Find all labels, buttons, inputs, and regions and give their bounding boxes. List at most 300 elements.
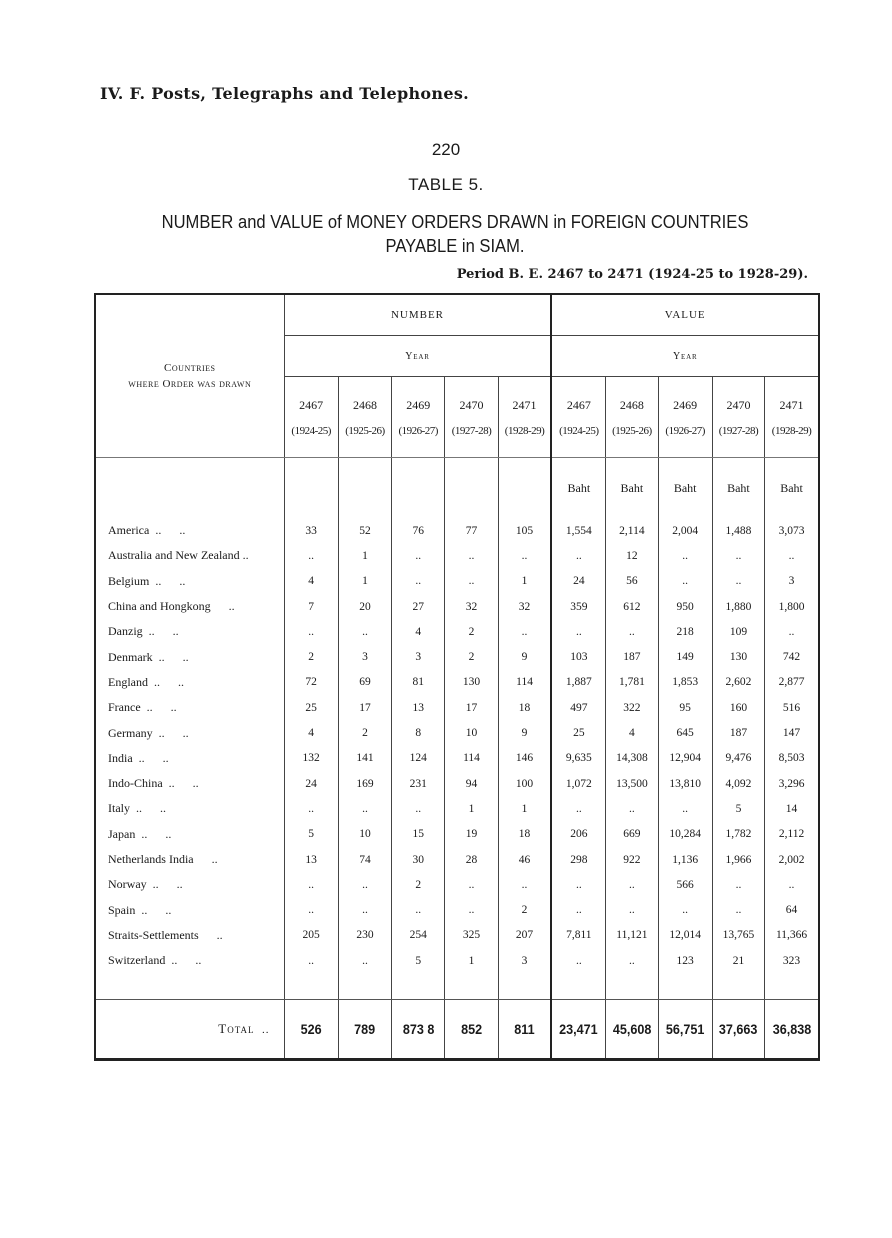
- value-cell: 21: [712, 948, 764, 973]
- spacer-cell: [551, 973, 605, 1000]
- year-ad: (1927-28): [718, 424, 759, 437]
- year-be: 2470: [459, 397, 484, 412]
- value-cell: ..: [765, 619, 819, 644]
- value-year-header: [712, 377, 764, 458]
- country-name: Australia and New Zealand: [108, 548, 240, 563]
- spacer-cell: [445, 973, 498, 1000]
- number-year-header: [498, 377, 551, 458]
- number-cell: 3: [498, 948, 551, 973]
- section-heading: IV. F. Posts, Telegraphs and Telephones.: [100, 84, 469, 103]
- value-cell: 187: [712, 720, 764, 745]
- number-cell: ..: [445, 897, 498, 922]
- period-line: Period B. E. 2467 to 2471 (1924-25 to 1928-29).: [456, 267, 808, 282]
- year-be: 2467: [566, 397, 591, 412]
- value-cell: 12,904: [658, 746, 712, 771]
- number-unit-cell: [392, 458, 445, 519]
- leader-dots: ..: [198, 927, 223, 942]
- number-cell: 100: [498, 771, 551, 796]
- number-cell: 94: [445, 771, 498, 796]
- number-year-header: [392, 377, 445, 458]
- number-cell: 69: [338, 670, 391, 695]
- number-cell: ..: [284, 543, 338, 568]
- value-cell: ..: [712, 543, 764, 568]
- year-be: 2468: [619, 397, 644, 412]
- number-cell: ..: [498, 872, 551, 897]
- total-label: Total: [218, 1021, 255, 1037]
- value-cell: ..: [551, 897, 605, 922]
- value-cell: 56: [606, 569, 658, 594]
- table-row: [95, 695, 819, 720]
- value-cell: ..: [712, 569, 764, 594]
- number-cell: 17: [445, 695, 498, 720]
- leader-dots: .. ..: [149, 523, 186, 538]
- value-group-header: VALUE: [551, 294, 819, 336]
- table-row: [95, 948, 819, 973]
- value-cell: ..: [606, 796, 658, 821]
- number-cell: 4: [392, 619, 445, 644]
- spacer-cell: [765, 973, 819, 1000]
- number-cell: 2: [284, 644, 338, 669]
- table-row: [95, 670, 819, 695]
- number-cell: 124: [392, 746, 445, 771]
- country-header-line-2: where Order was drawn: [128, 378, 252, 390]
- value-cell: 2,602: [712, 670, 764, 695]
- value-cell: 123: [658, 948, 712, 973]
- number-cell: 32: [498, 594, 551, 619]
- value-cell: 922: [606, 847, 658, 872]
- number-group-header: NUMBER: [284, 294, 551, 336]
- value-cell: 13,500: [606, 771, 658, 796]
- country-name: Japan: [108, 826, 136, 841]
- value-unit-label: Baht: [606, 458, 658, 519]
- spacer-cell: [95, 973, 284, 1000]
- value-unit-label: Baht: [712, 458, 764, 519]
- number-cell: 24: [284, 771, 338, 796]
- total-row: [95, 1000, 819, 1060]
- leader-dots: .. ..: [162, 776, 199, 791]
- year-be: 2469: [673, 397, 698, 412]
- number-cell: 1: [338, 543, 391, 568]
- value-cell: 25: [551, 720, 605, 745]
- value-unit-label: Baht: [658, 458, 712, 519]
- value-cell: 2,004: [658, 518, 712, 543]
- number-cell: 5: [392, 948, 445, 973]
- table-head: [95, 294, 819, 458]
- country-name: Indo-China: [108, 776, 163, 791]
- spacer-cell: [498, 973, 551, 1000]
- number-cell: 2: [498, 897, 551, 922]
- value-cell: ..: [551, 872, 605, 897]
- number-unit-cell: [445, 458, 498, 519]
- value-year-header: [551, 377, 605, 458]
- number-year-label: Year: [284, 336, 551, 377]
- leader-dots: .. ..: [152, 725, 189, 740]
- value-cell: 497: [551, 695, 605, 720]
- number-cell: 9: [498, 644, 551, 669]
- country-name: India: [108, 750, 133, 765]
- country-name: Norway: [108, 877, 147, 892]
- money-orders-table: [94, 293, 820, 1061]
- number-cell: ..: [338, 948, 391, 973]
- value-cell: 1,136: [658, 847, 712, 872]
- spacer-cell: [658, 973, 712, 1000]
- number-cell: 13: [392, 695, 445, 720]
- value-cell: 3,296: [765, 771, 819, 796]
- value-cell: 160: [712, 695, 764, 720]
- number-cell: 81: [392, 670, 445, 695]
- value-cell: 9,635: [551, 746, 605, 771]
- value-cell: ..: [551, 543, 605, 568]
- value-cell: 95: [658, 695, 712, 720]
- country-cell: [95, 543, 284, 568]
- number-cell: 25: [284, 695, 338, 720]
- country-cell: [95, 897, 284, 922]
- number-cell: 2: [445, 644, 498, 669]
- value-cell: 1,887: [551, 670, 605, 695]
- value-cell: 130: [712, 644, 764, 669]
- value-cell: 323: [765, 948, 819, 973]
- number-year-header: [445, 377, 498, 458]
- number-cell: 10: [338, 822, 391, 847]
- value-cell: 11,366: [765, 923, 819, 948]
- table-row: [95, 594, 819, 619]
- value-cell: ..: [712, 897, 764, 922]
- table-row: [95, 619, 819, 644]
- value-cell: 1,880: [712, 594, 764, 619]
- leader-dots: .. ..: [149, 573, 186, 588]
- leader-dots: ..: [193, 852, 218, 866]
- value-cell: 516: [765, 695, 819, 720]
- value-cell: 322: [606, 695, 658, 720]
- value-cell: 24: [551, 569, 605, 594]
- number-cell: 10: [445, 720, 498, 745]
- value-cell: 5: [712, 796, 764, 821]
- value-cell: ..: [765, 543, 819, 568]
- number-cell: 169: [338, 771, 391, 796]
- country-name: Straits-Settlements: [108, 927, 199, 942]
- year-ad: (1924-25): [559, 424, 599, 437]
- country-cell: [95, 720, 284, 745]
- table-row: [95, 872, 819, 897]
- year-be: 2470: [726, 397, 751, 412]
- number-cell: 3: [338, 644, 391, 669]
- value-cell: 2,877: [765, 670, 819, 695]
- country-cell: [95, 923, 284, 948]
- value-cell: 1,554: [551, 518, 605, 543]
- total-number-cell: 526: [287, 1000, 336, 1060]
- spacer-cell: [284, 973, 338, 1000]
- country-cell: [95, 695, 284, 720]
- number-cell: 9: [498, 720, 551, 745]
- leader-dots: .. ..: [148, 674, 184, 689]
- number-cell: 77: [445, 518, 498, 543]
- value-cell: 950: [658, 594, 712, 619]
- value-cell: 298: [551, 847, 605, 872]
- number-cell: 1: [445, 796, 498, 821]
- value-cell: 218: [658, 619, 712, 644]
- value-cell: 669: [606, 822, 658, 847]
- value-cell: ..: [658, 897, 712, 922]
- number-cell: 15: [392, 822, 445, 847]
- table-row: [95, 796, 819, 821]
- number-cell: ..: [392, 543, 445, 568]
- year-ad: (1925-26): [345, 424, 385, 437]
- value-cell: 64: [765, 897, 819, 922]
- total-number-cell: 852: [448, 1000, 496, 1060]
- country-name: Belgium: [108, 573, 150, 588]
- number-cell: 132: [284, 746, 338, 771]
- value-cell: 11,121: [606, 923, 658, 948]
- value-cell: ..: [551, 619, 605, 644]
- value-year-header: [606, 377, 658, 458]
- number-cell: 17: [338, 695, 391, 720]
- number-cell: 19: [445, 822, 498, 847]
- value-cell: 187: [606, 644, 658, 669]
- value-cell: 206: [551, 822, 605, 847]
- year-be: 2469: [406, 397, 431, 412]
- country-name: Germany: [108, 725, 153, 740]
- value-cell: ..: [551, 948, 605, 973]
- value-cell: 4: [606, 720, 658, 745]
- number-cell: ..: [445, 872, 498, 897]
- year-be: 2467: [299, 397, 324, 412]
- table-title-line-2: PAYABLE in SIAM.: [385, 236, 525, 256]
- total-value-cell: 23,471: [554, 1000, 603, 1060]
- page-number: 220: [431, 140, 461, 159]
- country-cell: [95, 746, 284, 771]
- value-cell: ..: [551, 796, 605, 821]
- number-cell: 1: [498, 569, 551, 594]
- country-name: Italy: [108, 801, 130, 816]
- leader-dots: .. ..: [135, 826, 172, 841]
- table-row: [95, 543, 819, 568]
- table-row: [95, 720, 819, 745]
- year-ad: (1928-29): [771, 424, 812, 437]
- total-number-cell: 873 8: [394, 1000, 442, 1060]
- number-cell: 1: [498, 796, 551, 821]
- value-cell: 149: [658, 644, 712, 669]
- number-cell: 141: [338, 746, 391, 771]
- spacer-cell: [606, 973, 658, 1000]
- value-cell: 13,810: [658, 771, 712, 796]
- value-year-header: [765, 377, 819, 458]
- spacer-cell: [712, 973, 764, 1000]
- number-cell: ..: [338, 897, 391, 922]
- value-unit-label: Baht: [765, 458, 819, 519]
- number-cell: 231: [392, 771, 445, 796]
- value-cell: ..: [658, 569, 712, 594]
- number-cell: ..: [338, 619, 391, 644]
- table-row: [95, 897, 819, 922]
- value-cell: 359: [551, 594, 605, 619]
- value-cell: 109: [712, 619, 764, 644]
- number-cell: ..: [284, 619, 338, 644]
- table-title: [36, 210, 873, 258]
- value-cell: ..: [658, 796, 712, 821]
- year-ad: (1924-25): [291, 424, 331, 437]
- country-column-header: [95, 294, 284, 458]
- year-ad: (1925-26): [612, 424, 652, 437]
- number-cell: 4: [284, 720, 338, 745]
- value-cell: 3: [765, 569, 819, 594]
- leader-dots: .. ..: [146, 877, 183, 892]
- number-cell: ..: [284, 872, 338, 897]
- value-cell: 2,114: [606, 518, 658, 543]
- total-value-cell: 36,838: [767, 1000, 816, 1060]
- number-year-header: [338, 377, 391, 458]
- total-number-cell: 789: [341, 1000, 389, 1060]
- country-name: France: [108, 700, 141, 715]
- value-cell: ..: [606, 872, 658, 897]
- year-be: 2471: [779, 397, 804, 412]
- country-name: Netherlands India: [108, 852, 194, 866]
- value-cell: ..: [606, 948, 658, 973]
- value-cell: ..: [765, 872, 819, 897]
- value-cell: 12: [606, 543, 658, 568]
- value-cell: 8,503: [765, 746, 819, 771]
- number-cell: 33: [284, 518, 338, 543]
- year-ad: (1926-27): [665, 424, 705, 437]
- number-unit-cell: [284, 458, 338, 519]
- number-cell: 32: [445, 594, 498, 619]
- number-cell: ..: [445, 569, 498, 594]
- number-cell: 105: [498, 518, 551, 543]
- total-value-cell: 56,751: [661, 1000, 710, 1060]
- country-name: Spain: [108, 902, 136, 917]
- value-cell: 2,002: [765, 847, 819, 872]
- number-cell: 30: [392, 847, 445, 872]
- table-row: [95, 569, 819, 594]
- value-cell: 10,284: [658, 822, 712, 847]
- table-title-line-1: NUMBER and VALUE of MONEY ORDERS DRAWN in FOREIGN COUNTRIES: [161, 212, 749, 232]
- number-cell: 7: [284, 594, 338, 619]
- number-cell: 114: [445, 746, 498, 771]
- number-cell: 18: [498, 695, 551, 720]
- value-cell: ..: [606, 619, 658, 644]
- table-body: [95, 458, 819, 1060]
- leader-dots: .. ..: [152, 649, 189, 664]
- value-cell: 13,765: [712, 923, 764, 948]
- number-cell: 1: [338, 569, 391, 594]
- leader-dots: .. ..: [142, 624, 179, 639]
- country-cell: [95, 872, 284, 897]
- country-cell: [95, 594, 284, 619]
- country-cell: [95, 822, 284, 847]
- table-row: [95, 847, 819, 872]
- number-cell: ..: [498, 543, 551, 568]
- value-cell: 1,781: [606, 670, 658, 695]
- value-cell: 14: [765, 796, 819, 821]
- number-cell: 2: [338, 720, 391, 745]
- country-header-line-1: Countries: [164, 362, 216, 374]
- number-cell: ..: [392, 796, 445, 821]
- value-cell: 645: [658, 720, 712, 745]
- total-value-cell: 45,608: [608, 1000, 655, 1060]
- table-row: [95, 822, 819, 847]
- value-cell: 14,308: [606, 746, 658, 771]
- country-cell: [95, 847, 284, 872]
- value-cell: 147: [765, 720, 819, 745]
- number-cell: 5: [284, 822, 338, 847]
- table-row: [95, 518, 819, 543]
- table-label: TABLE 5.: [408, 175, 484, 194]
- value-cell: 3,073: [765, 518, 819, 543]
- year-ad: (1926-27): [398, 424, 438, 437]
- value-unit-label: Baht: [551, 458, 605, 519]
- number-cell: ..: [392, 569, 445, 594]
- number-cell: 13: [284, 847, 338, 872]
- year-be: 2471: [512, 397, 537, 412]
- number-cell: 130: [445, 670, 498, 695]
- leader-dots: .. ..: [140, 700, 177, 715]
- total-value-cell: 37,663: [715, 1000, 762, 1060]
- number-unit-cell: [338, 458, 391, 519]
- table-row: [95, 771, 819, 796]
- country-cell: [95, 670, 284, 695]
- country-cell: [95, 569, 284, 594]
- spacer-cell: [338, 973, 391, 1000]
- leader-dots: .. ..: [130, 801, 166, 816]
- country-name: America: [108, 523, 150, 538]
- value-cell: 4,092: [712, 771, 764, 796]
- number-cell: 4: [284, 569, 338, 594]
- value-year-header: [658, 377, 712, 458]
- number-cell: 230: [338, 923, 391, 948]
- number-cell: 114: [498, 670, 551, 695]
- year-be: 2468: [352, 397, 377, 412]
- number-cell: ..: [284, 796, 338, 821]
- number-cell: 18: [498, 822, 551, 847]
- leader-dots: .. ..: [135, 902, 172, 917]
- table-row: [95, 644, 819, 669]
- leader-dots: ..: [210, 599, 235, 614]
- value-cell: 612: [606, 594, 658, 619]
- value-cell: ..: [658, 543, 712, 568]
- country-cell: [95, 771, 284, 796]
- total-label-cell: [95, 1000, 284, 1060]
- number-cell: 76: [392, 518, 445, 543]
- year-ad: (1927-28): [451, 424, 492, 437]
- country-cell: [95, 619, 284, 644]
- value-year-label: Year: [551, 336, 819, 377]
- table-row: [95, 923, 819, 948]
- country-name: Switzerland: [108, 953, 166, 968]
- country-cell: [95, 948, 284, 973]
- leader-dots: .. ..: [165, 953, 202, 968]
- leader-dots: ..: [254, 1024, 270, 1037]
- value-cell: 1,488: [712, 518, 764, 543]
- country-cell: [95, 644, 284, 669]
- country-name: Denmark: [108, 649, 153, 664]
- value-cell: 12,014: [658, 923, 712, 948]
- country-name: China and Hongkong: [108, 599, 211, 614]
- number-cell: 46: [498, 847, 551, 872]
- number-cell: ..: [338, 796, 391, 821]
- year-ad: (1928-29): [504, 424, 545, 437]
- total-number-cell: 811: [501, 1000, 549, 1060]
- leader-dots: ..: [239, 548, 249, 563]
- country-cell: [95, 796, 284, 821]
- spacer-cell: [392, 973, 445, 1000]
- number-cell: 325: [445, 923, 498, 948]
- spacer-row: [95, 973, 819, 1000]
- number-cell: 146: [498, 746, 551, 771]
- number-cell: 74: [338, 847, 391, 872]
- number-cell: 3: [392, 644, 445, 669]
- number-cell: 254: [392, 923, 445, 948]
- value-cell: 1,966: [712, 847, 764, 872]
- number-cell: ..: [445, 543, 498, 568]
